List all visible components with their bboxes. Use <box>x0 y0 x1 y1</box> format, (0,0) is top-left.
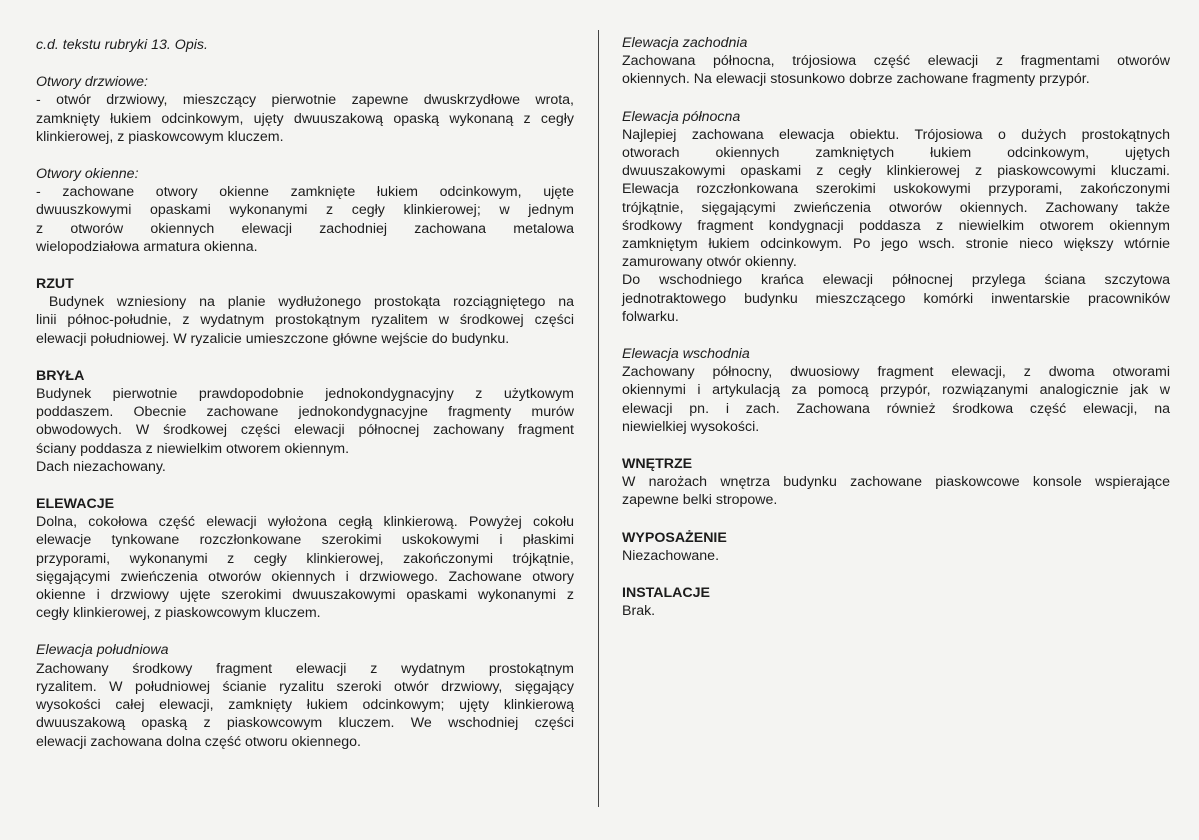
text-line: Zachowana północna, trójosiowa część elewacji z fragmentami otworów <box>622 53 1170 70</box>
plan-heading: RZUT <box>36 276 74 293</box>
text-line: ryzalitem. W południowej ścianie ryzalitu szeroki otwór drzwiowy, sięgający <box>36 678 574 695</box>
text-line: Budynek wzniesiony na planie wydłużonego prostokąta rozciągniętego na <box>36 294 574 311</box>
text-line: W narożach wnętrza budynku zachowane piaskowcowe konsole wspierające <box>622 474 1170 491</box>
installations-heading: INSTALACJE <box>622 585 711 602</box>
left-column <box>36 36 574 751</box>
text-line: wysokości całej elewacji, zamknięty łukiem odcinkowym; ujęty klinkierową <box>36 697 574 714</box>
continuation-note: c.d. tekstu rubryki 13. Opis. <box>36 37 208 53</box>
text-line: Najlepiej zachowana elewacja obiektu. Trójosiowa o dużych prostokątnych <box>622 126 1170 143</box>
window-openings-title: Otwory okienne: <box>36 166 139 183</box>
equipment-text: Niezachowane. <box>622 547 720 564</box>
facade-heading: ELEWACJE <box>36 496 115 513</box>
text-line: klinkierowej, z piaskowcowym kluczem. <box>36 128 284 145</box>
text-line: otworach okiennych zamkniętych łukiem odcinkowym, ujętych <box>622 145 1170 162</box>
text-line: obwodowych. W środkowej części elewacji północnej zachowany fragment <box>36 422 574 439</box>
column-divider <box>598 30 599 807</box>
text-line: okiennych. Na elewacji stosunkowo dobrze zachowane fragmenty przypór. <box>622 71 1090 88</box>
text-line: trójkątnie, sięgającymi zwieńczenia otworów okiennych. Zachowany także <box>622 199 1170 216</box>
door-openings-title: Otwory drzwiowe: <box>36 74 148 91</box>
text-line: elewacji południowej. W ryzalicie umieszczone główne wejście do budynku. <box>36 330 510 347</box>
equipment-heading: WYPOSAŻENIE <box>622 529 727 546</box>
text-line: wielopodziałowa armatura okienna. <box>36 238 258 255</box>
text-line: Elewacja rozczłonkowana szerokimi uskokowymi przyporami, zakończonymi <box>622 181 1170 198</box>
text-line: dwuuszakową opaską z piaskowcowym kluczem. We wschodniej części <box>36 715 574 732</box>
text-line: zapewne belki stropowe. <box>622 492 778 509</box>
text-line: przyporami, wykonanymi z cegły klinkierowej, zakończonymi trójkątnie, <box>36 550 574 567</box>
text-line: cegły klinkierowej, z piaskowcowym kluczem. <box>36 605 321 622</box>
text-line: Dolna, cokołowa część elewacji wyłożona cegłą klinkierową. Powyżej cokołu <box>36 514 574 531</box>
text-line: Budynek pierwotnie prawdopodobnie jednokondygnacyjny z użytkowym <box>36 386 574 403</box>
text-line: dwuuszkowymi opaskami wykonanymi z cegły klinkierowej; w jednym <box>36 202 574 219</box>
text-line: Zachowany północny, dwuosiowy fragment elewacji, z dwoma otworami <box>622 364 1170 381</box>
north-facade-title: Elewacja północna <box>622 108 741 125</box>
text-line: sięgającymi zwieńczenia otworów okiennych i drzwiowego. Zachowane otwory <box>36 568 574 585</box>
right-column <box>622 34 1170 620</box>
text-line: okiennymi i artykulacją za pomocą przypór, rozwiązanymi analogicznie jak w <box>622 382 1170 399</box>
mass-heading: BRYŁA <box>36 367 85 384</box>
text-line: elewacji zachowana dolna część otworu okiennego. <box>36 733 361 750</box>
text-line: Dach niezachowany. <box>36 458 166 475</box>
text-line: - otwór drzwiowy, mieszczący pierwotnie zapewne dwuskrzydłowe wrota, <box>36 92 574 109</box>
text-line: zamkniętym łukiem odcinkowym. Po jego wsch. stronie nieco większy wtórnie <box>622 236 1170 253</box>
text-line: środkowy fragment kondygnacji poddasza z niewielkim otworem okiennym <box>622 217 1170 234</box>
text-line: zamurowany otwór okienny. <box>622 254 797 271</box>
text-line: dwuuszakowymi opaskami z cegły klinkierowej z piaskowcowymi kluczami. <box>622 163 1170 180</box>
text-line: Zachowany środkowy fragment elewacji z wydatnym prostokątnym <box>36 660 574 677</box>
text-line: jednotraktowego budynku mieszczącego komórki inwentarskie pracowników <box>622 290 1170 307</box>
text-line: elewacje tynkowane rozczłonkowane szerokimi uskokowymi i płaskimi <box>36 532 574 549</box>
text-line: Do wschodniego krańca elewacji północnej przylega ściana szczytowa <box>622 272 1170 289</box>
west-facade-title: Elewacja zachodnia <box>622 35 748 51</box>
installations-text: Brak. <box>622 603 656 620</box>
text-line: poddaszem. Obecnie zachowane jednokondygnacyjne fragmenty murów <box>36 404 574 421</box>
east-facade-title: Elewacja wschodnia <box>622 346 750 363</box>
interior-heading: WNĘTRZE <box>622 456 693 473</box>
text-line: niewielkiej wysokości. <box>622 418 760 435</box>
text-line: z otworów okiennych elewacji zachodniej zachowana metalowa <box>36 220 574 237</box>
south-facade-title: Elewacja południowa <box>36 642 169 659</box>
text-line: elewacji pn. i zach. Zachowana również środkowa część elewacji, na <box>622 400 1170 417</box>
text-line: - zachowane otwory okienne zamknięte łukiem odcinkowym, ujęte <box>36 184 574 201</box>
text-line: folwarku. <box>622 308 679 325</box>
text-line: linii północ-południe, z wydatnym prostokątnym ryzalitem w środkowej części <box>36 312 574 329</box>
text-line: okienne i drzwiowy ujęte szerokimi dwuuszakowymi opaskami wykonanymi z <box>36 587 574 604</box>
text-line: ściany poddasza z niewielkim otworem okiennym. <box>36 440 350 457</box>
text-line: zamknięty łukiem odcinkowym, ujęty dwuuszakową opaską wykonaną z cegły <box>36 110 574 127</box>
